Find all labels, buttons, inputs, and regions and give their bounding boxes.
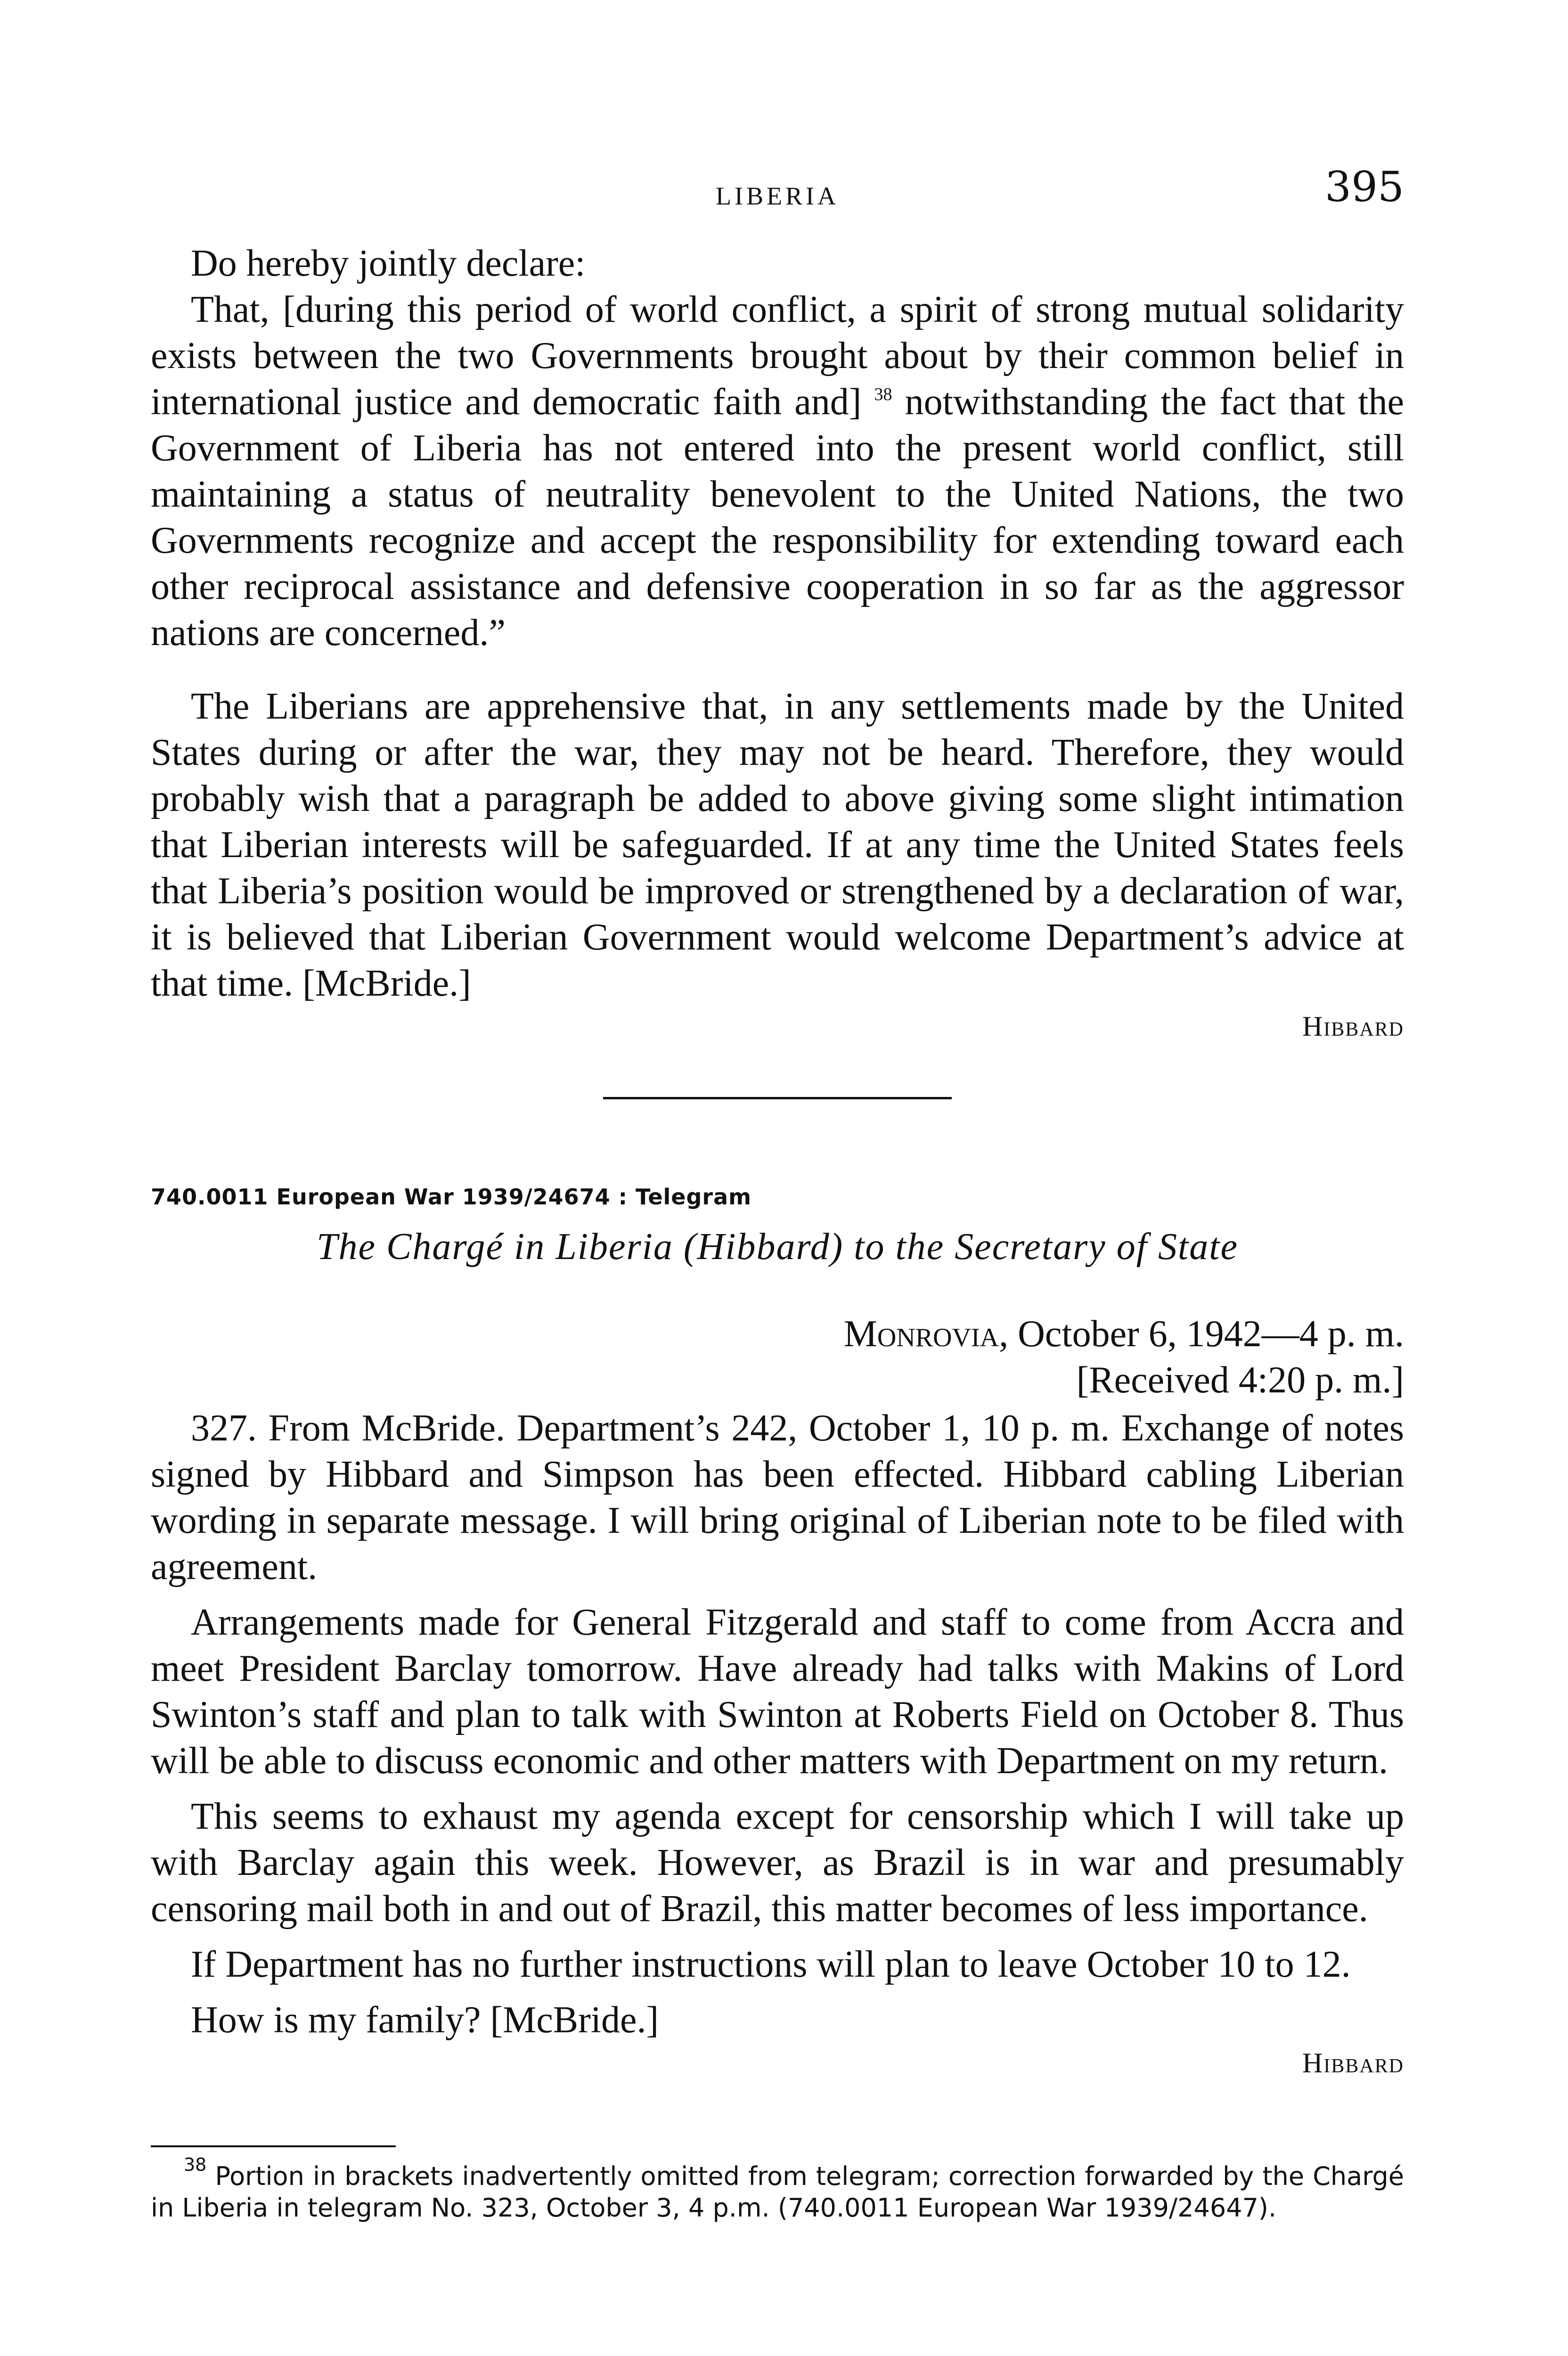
- document-title: The Chargé in Liberia (Hibbard) to the Secretary of State: [317, 1226, 1238, 1268]
- page-number: 395: [1325, 163, 1404, 211]
- footnote-rule: [151, 2145, 396, 2147]
- footnote-text: Portion in brackets inadvertently omitted from telegram; correction forwarded by the Chargé in Liberia in telegram No. 323, October 3, 4 p.m. (740.0011 European War 1939/24647).: [151, 2161, 1404, 2223]
- dateline-date: October 6, 1942—4 p. m.: [1018, 1313, 1404, 1355]
- telegram-1-paragraph: The Liberians are apprehensive that, in any settlements made by the United States during or after the war, they may not be heard. Therefore, they would probably wish that a paragraph be added to above giving some slight intimation that Liberian interests will be safeguarded. If at any time the United States feels that Liberia’s position would be improved or strengthened by a declaration of war, it is believed that Liberian Government would welcome Department’s advice at that time. [McBride.]: [151, 686, 1404, 1004]
- section-divider: [603, 1097, 952, 1099]
- declaration-paragraph: [151, 286, 1404, 656]
- footnote: [151, 2154, 1404, 2224]
- declaration-text-start: That, [during this period of world conflict, a spirit of strong mutual solidarity exists between the two Governments brought about by their common belief in international justice and democratic faith and]: [151, 289, 1404, 423]
- telegram-2-paragraph-1: 327. From McBride. Department’s 242, October 1, 10 p. m. Exchange of notes signed by Hibbard and Simpson has been effected. Hibbard cabling Liberian wording in separate message. I will bring original of Liberian note to be filed with agreement.: [151, 1407, 1404, 1587]
- telegram-2-paragraph-3: This seems to exhaust my agenda except for censorship which I will take up with Barclay again this week. However, as Brazil is in war and presumably censoring mail both in and out of Brazil, this matter becomes of less importance.: [151, 1796, 1404, 1930]
- running-head: LIBERIA: [716, 182, 839, 210]
- footnote-reference: 38: [874, 384, 892, 404]
- document-reference: 740.0011 European War 1939/24674 : Telegram: [151, 1184, 752, 1210]
- footnote-marker: 38: [184, 2154, 207, 2175]
- telegram-2-paragraph-4: If Department has no further instructions will plan to leave October 10 to 12.: [191, 1944, 1351, 1985]
- page-header: [151, 163, 1404, 219]
- page-body: [151, 240, 1404, 2224]
- telegram-2-paragraph-2: Arrangements made for General Fitzgerald and staff to come from Accra and meet President Barclay tomorrow. Have already had talks with Makins of Lord Swinton’s staff and plan to talk with Swinton at Roberts Field on October 8. Thus will be able to discuss economic and other matters with Department on my return.: [151, 1602, 1404, 1782]
- received-line: [Received 4:20 p. m.]: [1076, 1359, 1404, 1401]
- dateline-place: Monrovia,: [843, 1313, 1009, 1355]
- dateline: [151, 1311, 1404, 1357]
- declaration-opening: Do hereby jointly declare:: [191, 243, 586, 284]
- declaration-text-end: notwithstanding the fact that the Government of Liberia has not entered into the present world conflict, still maintaining a status of neutrality benevolent to the United Nations, the two Governments recognize and accept the responsibility for extending toward each other reciprocal assistance and defensive cooperation in so far as the aggressor nations are concerned.”: [151, 381, 1405, 654]
- telegram-2-signature: Hibbard: [1302, 2047, 1404, 2078]
- telegram-2-paragraph-5: How is my family? [McBride.]: [191, 1999, 659, 2041]
- telegram-1-signature: Hibbard: [1302, 1011, 1404, 1042]
